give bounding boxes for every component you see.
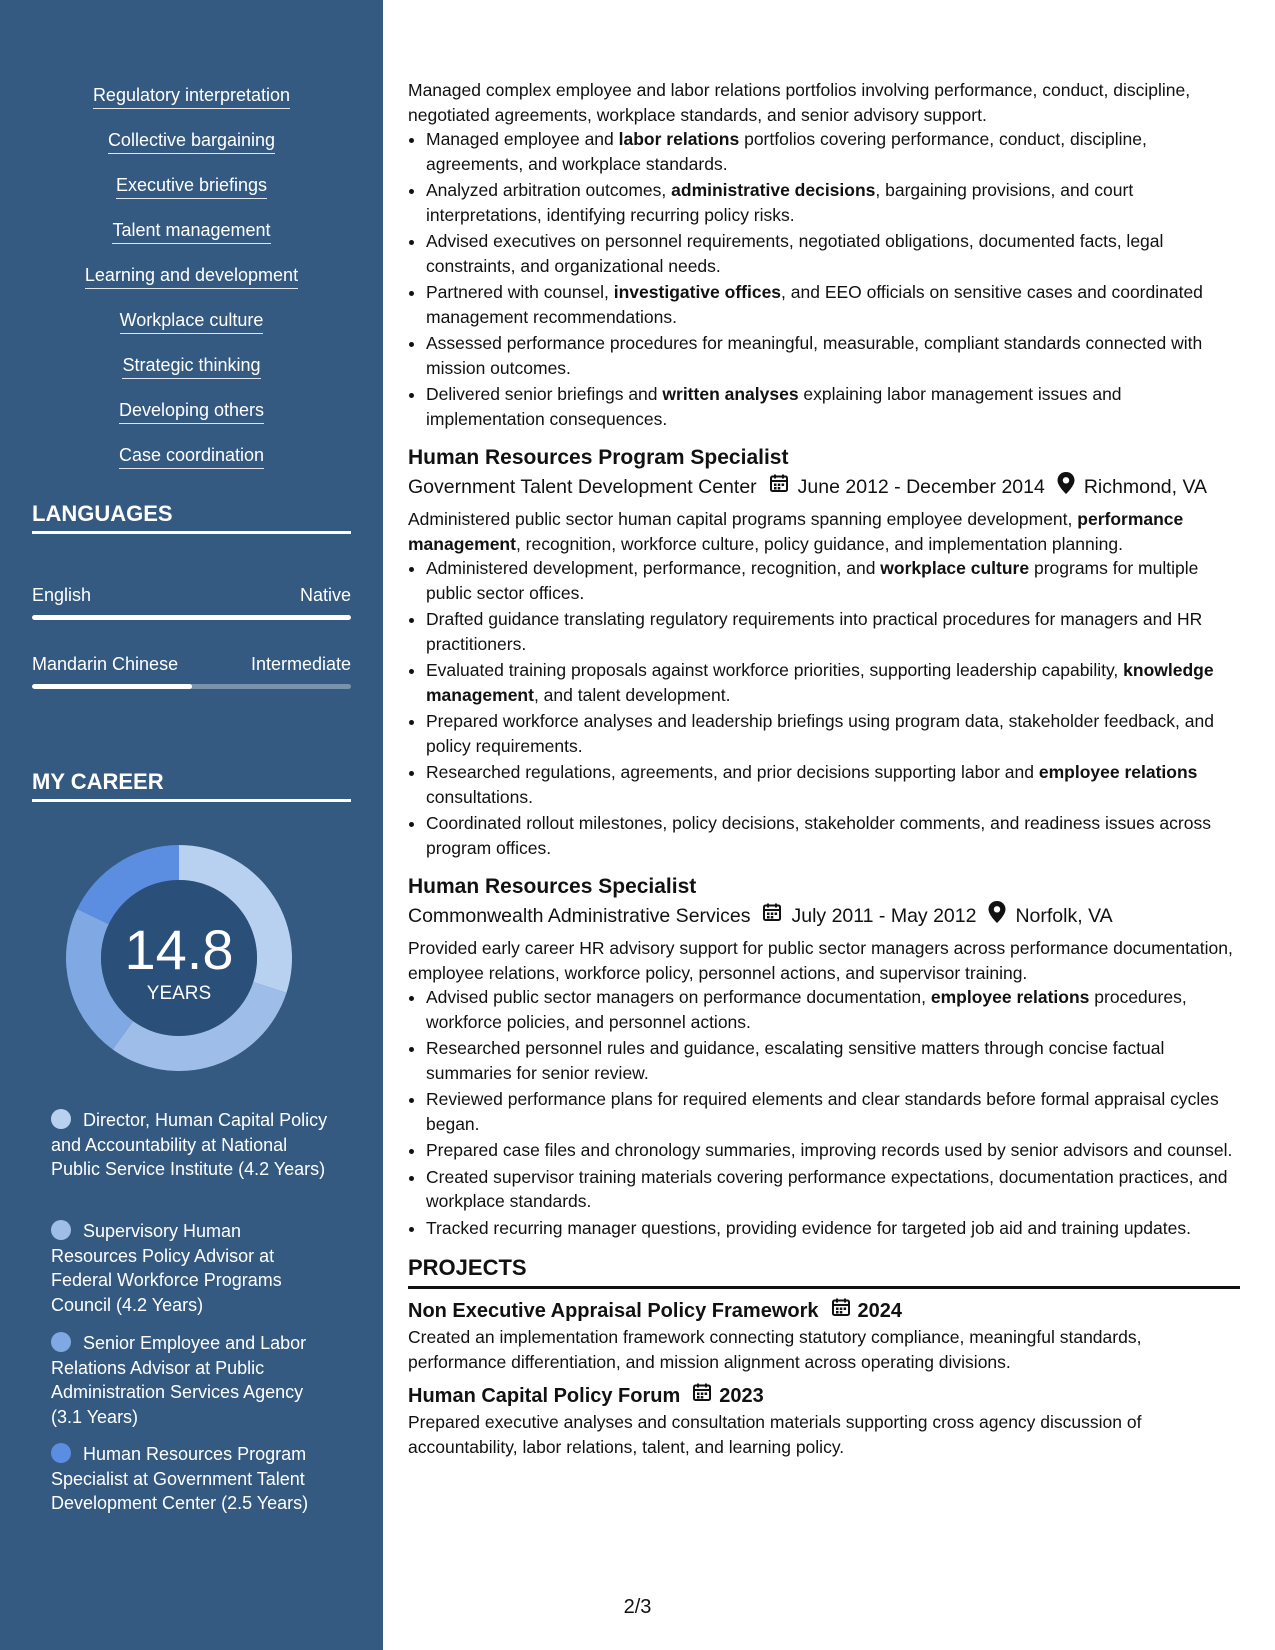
calendar-icon [831, 1297, 851, 1325]
career-item [51, 1331, 331, 1429]
job-summary [408, 507, 1240, 556]
text-run: Delivered senior briefings and [426, 384, 663, 404]
text-run: Advised public sector managers on performance documentation, [426, 987, 931, 1007]
text-run: Provided early career HR advisory support for public sector managers across performance documentation, employee relations, workforce policy, personnel actions, and supervisor training. [408, 938, 1233, 983]
projects-list [408, 1297, 1240, 1459]
skill-label: Collective bargaining [108, 129, 275, 154]
career-label: Human Resources Program Specialist at Government Talent Development Center (2.5 Years) [51, 1444, 309, 1513]
job-bullets [408, 985, 1240, 1240]
career-color-dot [51, 1220, 71, 1240]
job-bullet [426, 1138, 1240, 1163]
job-entry [408, 873, 1240, 1240]
location-pin-icon [988, 901, 1006, 931]
language-name: English [32, 585, 92, 605]
job-meta [408, 472, 1240, 502]
skill-label: Developing others [119, 399, 264, 424]
job-location: Richmond, VA [1083, 476, 1208, 498]
language-level: Native [299, 585, 351, 605]
career-label: Director, Human Capital Policy and Accountability at National Public Service Institute (4.2 Years) [51, 1110, 328, 1179]
skill-item [0, 444, 383, 469]
career-total: 14.8 [124, 918, 234, 981]
skill-label: Learning and development [85, 264, 298, 289]
jobs-list [408, 444, 1240, 1240]
language-proficiency-bar [32, 684, 351, 689]
job-bullet [426, 1216, 1240, 1241]
projects-heading: PROJECTS [408, 1254, 1240, 1289]
text-run: consultations. [426, 786, 534, 807]
bold-keyword: investigative offices [613, 282, 782, 302]
career-item [51, 1108, 331, 1182]
job-bullet [426, 709, 1240, 758]
intro-bullet [426, 178, 1240, 227]
text-run: Prepared case files and chronology summaries, improving records used by senior advisors and counsel. [426, 1140, 1233, 1160]
job-bullet [426, 985, 1240, 1034]
languages-heading: LANGUAGES [32, 501, 351, 534]
job-company: Commonwealth Administrative Services [408, 905, 751, 927]
intro-bullet [426, 382, 1240, 431]
text-run: Reviewed performance plans for required elements and clear standards before formal appraisal cycles began. [426, 1089, 1219, 1134]
bold-keyword: labor relations [618, 129, 740, 149]
skill-item [0, 129, 383, 154]
language-proficiency-bar [32, 615, 351, 620]
text-run: Administered development, performance, recognition, and [426, 558, 881, 578]
main-content [408, 78, 1240, 1459]
skill-item [0, 174, 383, 199]
intro-bullets [408, 127, 1240, 431]
skill-item [0, 84, 383, 109]
job-summary [408, 936, 1240, 985]
text-run: Managed employee and [426, 129, 619, 149]
job-bullet [426, 760, 1240, 809]
project-title: Non Executive Appraisal Policy Framework [408, 1300, 819, 1322]
job-entry [408, 444, 1240, 860]
career-unit: YEARS [146, 983, 212, 1004]
project-title: Human Capital Policy Forum [408, 1385, 681, 1407]
intro-bullet [426, 280, 1240, 329]
job-company: Government Talent Development Center [408, 476, 757, 498]
text-run: , and talent development. [533, 684, 731, 705]
language-proficiency-fill [32, 615, 351, 620]
location-pin-icon [1057, 472, 1075, 502]
career-color-dot [51, 1332, 71, 1352]
bold-keyword: workplace culture [880, 558, 1030, 578]
bold-keyword: employee relations [1038, 762, 1198, 782]
text-run: programs for multiple public sector offices. [426, 558, 1199, 603]
career-label: Senior Employee and Labor Relations Advisor at Public Administration Services Agency (3.1 Years) [51, 1333, 307, 1427]
skill-label: Talent management [112, 219, 270, 244]
job-bullet [426, 607, 1240, 656]
text-run: Analyzed arbitration outcomes, [426, 180, 672, 200]
bold-keyword: administrative decisions [671, 180, 876, 200]
job-bullet [426, 811, 1240, 860]
text-run: Drafted guidance translating regulatory requirements into practical procedures for managers and HR practitioners. [426, 609, 1203, 654]
text-run: Evaluated training proposals against workforce priorities, supporting leadership capability, [426, 660, 1124, 680]
job-dates: June 2012 - December 2014 [797, 476, 1045, 498]
skill-label: Workplace culture [120, 309, 264, 334]
skill-item [0, 219, 383, 244]
intro-summary: Managed complex employee and labor relations portfolios involving performance, conduct, discipline, negotiated agreements, workplace standards, and senior advisory support. [408, 80, 1191, 125]
skill-label: Strategic thinking [122, 354, 260, 379]
career-item [51, 1442, 331, 1516]
career-color-dot [51, 1443, 71, 1463]
intro-section [408, 78, 1240, 431]
text-run: Researched personnel rules and guidance, escalating sensitive matters through concise factual summaries for senior review. [426, 1038, 1165, 1083]
skill-item [0, 264, 383, 289]
project-year: 2023 [719, 1385, 764, 1407]
text-run: , bargaining provisions, and court interpretations, identifying recurring policy risks. [426, 180, 1134, 225]
bold-keyword: knowledge management [426, 660, 1214, 705]
text-run: , recognition, workforce culture, policy guidance, and implementation planning. [515, 533, 1123, 554]
bold-keyword: performance management [408, 509, 1184, 554]
bold-keyword: employee relations [930, 987, 1090, 1007]
language-name: Mandarin Chinese [32, 654, 179, 674]
language-level: Intermediate [250, 654, 351, 674]
skill-item [0, 309, 383, 334]
career-donut-chart [66, 845, 292, 1071]
job-title: Human Resources Program Specialist [408, 446, 789, 469]
page-number: 2/3 [623, 1596, 652, 1618]
text-run: Prepared workforce analyses and leadership briefings using program data, stakeholder feedback, and policy requirements. [426, 711, 1214, 756]
project-description: Created an implementation framework connecting statutory compliance, meaningful standards, performance differentiation, and mission alignment across operating divisions. [408, 1327, 1142, 1372]
text-run: Created supervisor training materials covering performance expectations, documentation practices, and workplace standards. [426, 1166, 1228, 1211]
text-run: Partnered with counsel, [426, 282, 614, 302]
text-run: portfolios covering performance, conduct, discipline, agreements, and workplace standards. [426, 129, 1147, 174]
intro-bullet [426, 229, 1240, 278]
job-bullet [426, 658, 1240, 707]
skill-label: Regulatory interpretation [93, 84, 290, 109]
skill-label: Case coordination [119, 444, 264, 469]
project-year: 2024 [857, 1300, 903, 1322]
job-location: Norfolk, VA [1015, 905, 1113, 927]
text-run: explaining labor management issues and implementation consequences. [426, 384, 1122, 429]
career-item [51, 1219, 331, 1317]
calendar-icon [762, 902, 782, 930]
skill-item [0, 354, 383, 379]
language-proficiency-fill [32, 684, 192, 689]
text-run: Tracked recurring manager questions, providing evidence for targeted job aid and training updates. [426, 1217, 1191, 1238]
job-dates: July 2011 - May 2012 [791, 905, 977, 927]
text-run: Administered public sector human capital programs spanning employee development, [408, 509, 1078, 529]
project-entry [408, 1382, 1240, 1459]
calendar-icon [769, 473, 789, 501]
calendar-icon [692, 1382, 712, 1410]
job-bullet [426, 1036, 1240, 1085]
job-bullet [426, 1087, 1240, 1136]
project-title-row [408, 1297, 1240, 1325]
job-bullet [426, 556, 1240, 605]
job-title: Human Resources Specialist [408, 875, 697, 898]
job-bullets [408, 556, 1240, 860]
text-run: Coordinated rollout milestones, policy decisions, stakeholder comments, and readiness issues across program offices. [426, 813, 1211, 858]
text-run: , and EEO officials on sensitive cases and coordinated management recommendations. [426, 282, 1203, 327]
skill-label: Executive briefings [116, 174, 267, 199]
job-bullet [426, 1165, 1240, 1214]
language-row [32, 653, 351, 675]
text-run: Researched regulations, agreements, and prior decisions supporting labor and [426, 762, 1039, 782]
text-run: Advised executives on personnel requirements, negotiated obligations, documented facts, legal constraints, and organizational needs. [426, 231, 1164, 276]
career-color-dot [51, 1109, 71, 1129]
intro-bullet [426, 331, 1240, 380]
intro-bullet [426, 127, 1240, 176]
bold-keyword: written analyses [662, 384, 799, 404]
career-label: Supervisory Human Resources Policy Advisor at Federal Workforce Programs Council (4.2 Years) [51, 1221, 282, 1315]
project-description: Prepared executive analyses and consultation materials supporting cross agency discussion of accountability, labor relations, talent, and learning policy. [408, 1412, 1142, 1457]
job-meta [408, 901, 1240, 931]
project-entry [408, 1297, 1240, 1374]
language-row [32, 584, 351, 606]
project-title-row [408, 1382, 1240, 1410]
career-heading: MY CAREER [32, 769, 351, 802]
sidebar [0, 0, 383, 1650]
text-run: procedures, workforce policies, and personnel actions. [426, 987, 1187, 1032]
skill-item [0, 399, 383, 424]
text-run: Assessed performance procedures for meaningful, measurable, compliant standards connected with mission outcomes. [426, 333, 1203, 378]
